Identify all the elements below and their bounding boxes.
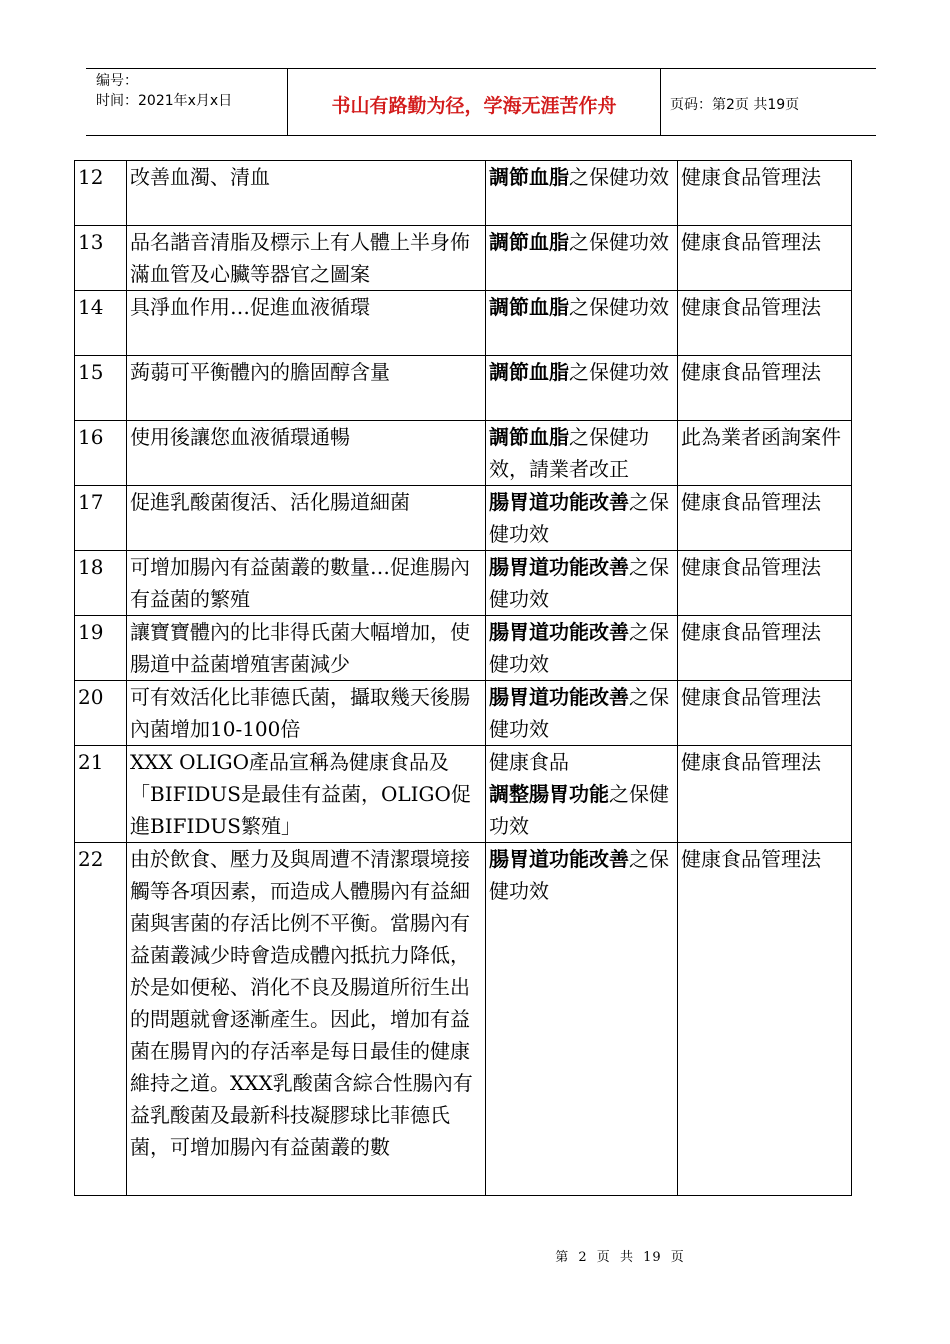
category-bold: 腸胃道功能改善	[489, 847, 629, 871]
category-bold: 腸胃道功能改善	[489, 555, 629, 579]
row-category	[486, 421, 678, 486]
row-category	[486, 356, 678, 421]
row-category	[486, 616, 678, 681]
category-bold: 調節血脂	[489, 295, 569, 319]
row-basis: 健康食品管理法	[678, 291, 852, 356]
row-number: 18	[75, 551, 127, 616]
page-header	[86, 68, 876, 136]
table-row	[75, 681, 852, 746]
row-number: 14	[75, 291, 127, 356]
footer-text: 第	[555, 1250, 570, 1265]
table-row	[75, 291, 852, 356]
footer-total-pages: 19	[643, 1250, 662, 1265]
category-rest: 之保健功效	[489, 620, 669, 676]
table-row	[75, 486, 852, 551]
table-row	[75, 161, 852, 226]
row-basis: 健康食品管理法	[678, 681, 852, 746]
row-basis: 健康食品管理法	[678, 616, 852, 681]
row-basis: 健康食品管理法	[678, 226, 852, 291]
footer-text: 共	[619, 1250, 634, 1265]
page-footer	[0, 1246, 950, 1265]
category-bold: 腸胃道功能改善	[489, 685, 629, 709]
row-number: 13	[75, 226, 127, 291]
row-category	[486, 746, 678, 843]
table-row	[75, 843, 852, 1196]
header-motto: 书山有路勤为径，学海无涯苦作舟	[287, 69, 661, 135]
category-rest: 之保健功效	[569, 230, 669, 254]
table-row	[75, 226, 852, 291]
row-content: 促進乳酸菌復活、活化腸道細菌	[127, 486, 486, 551]
row-content: 讓寶寶體內的比非得氏菌大幅增加，使腸道中益菌增殖害菌減少	[127, 616, 486, 681]
table-row	[75, 356, 852, 421]
row-category	[486, 291, 678, 356]
row-content: 改善血濁、清血	[127, 161, 486, 226]
category-bold: 腸胃道功能改善	[489, 490, 629, 514]
footer-text: 页	[670, 1250, 685, 1265]
row-content: 使用後讓您血液循環通暢	[127, 421, 486, 486]
row-content: 由於飲食、壓力及與周遭不清潔環境接觸等各項因素，而造成人體腸內有益細菌與害菌的存活比例不平衡。當腸內有益菌叢減少時會造成體內抵抗力降低，於是如便秘、消化不良及腸道所衍生出的問題就會逐漸產生。因此，增加有益菌在腸胃內的存活率是每日最佳的健康維持之道。XXX乳酸菌含綜合性腸內有益乳酸菌及最新科技凝膠球比菲德氏菌，可增加腸內有益菌叢的數	[127, 843, 486, 1196]
category-rest: 之保健功效	[489, 782, 669, 838]
row-content: 可有效活化比菲德氏菌，攝取幾天後腸內菌增加10-100倍	[127, 681, 486, 746]
category-bold: 調整腸胃功能	[489, 782, 609, 806]
row-number: 22	[75, 843, 127, 1196]
row-number: 16	[75, 421, 127, 486]
row-content: 品名諧音清脂及標示上有人體上半身佈滿血管及心臟等器官之圖案	[127, 226, 486, 291]
category-bold: 腸胃道功能改善	[489, 620, 629, 644]
row-number: 17	[75, 486, 127, 551]
footer-text: 页	[596, 1250, 611, 1265]
category-rest: 之保健功效，請業者改正	[489, 425, 649, 481]
header-page-info: 页码：第2页 共19页	[670, 97, 800, 113]
table-row	[75, 421, 852, 486]
row-basis: 健康食品管理法	[678, 551, 852, 616]
row-content: XXX OLIGO產品宣稱為健康食品及「BIFIDUS是最佳有益菌，OLIGO促進BIFIDUS繁殖」	[127, 746, 486, 843]
category-rest: 之保健功效	[489, 490, 669, 546]
header-meta	[86, 69, 287, 135]
doc-time-label: 时间：2021年x月x日	[96, 93, 233, 109]
category-bold: 調節血脂	[489, 360, 569, 384]
category-bold: 調節血脂	[489, 425, 569, 449]
category-rest: 之保健功效	[489, 555, 669, 611]
row-content: 具淨血作用…促進血液循環	[127, 291, 486, 356]
row-basis: 健康食品管理法	[678, 356, 852, 421]
category-rest: 之保健功效	[569, 165, 669, 189]
category-rest: 之保健功效	[489, 847, 669, 903]
row-category	[486, 226, 678, 291]
row-number: 19	[75, 616, 127, 681]
row-number: 15	[75, 356, 127, 421]
category-rest: 之保健功效	[489, 685, 669, 741]
row-content: 可增加腸內有益菌叢的數量…促進腸內有益菌的繁殖	[127, 551, 486, 616]
category-bold: 調節血脂	[489, 230, 569, 254]
table-row	[75, 551, 852, 616]
doc-id-label: 编号：	[96, 73, 138, 89]
row-category	[486, 681, 678, 746]
category-bold: 調節血脂	[489, 165, 569, 189]
category-rest: 之保健功效	[569, 295, 669, 319]
row-category	[486, 551, 678, 616]
row-number: 21	[75, 746, 127, 843]
row-basis: 此為業者函詢案件	[678, 421, 852, 486]
footer-page-number: 2	[578, 1250, 588, 1265]
row-number: 12	[75, 161, 127, 226]
row-category	[486, 161, 678, 226]
row-basis: 健康食品管理法	[678, 161, 852, 226]
row-basis: 健康食品管理法	[678, 843, 852, 1196]
category-prefix: 健康食品	[489, 750, 569, 774]
claims-table	[74, 160, 852, 1196]
row-basis: 健康食品管理法	[678, 746, 852, 843]
table-row	[75, 746, 852, 843]
row-category	[486, 843, 678, 1196]
row-category	[486, 486, 678, 551]
row-basis: 健康食品管理法	[678, 486, 852, 551]
row-number: 20	[75, 681, 127, 746]
category-rest: 之保健功效	[569, 360, 669, 384]
row-content: 蒟蒻可平衡體內的膽固醇含量	[127, 356, 486, 421]
table-row	[75, 616, 852, 681]
